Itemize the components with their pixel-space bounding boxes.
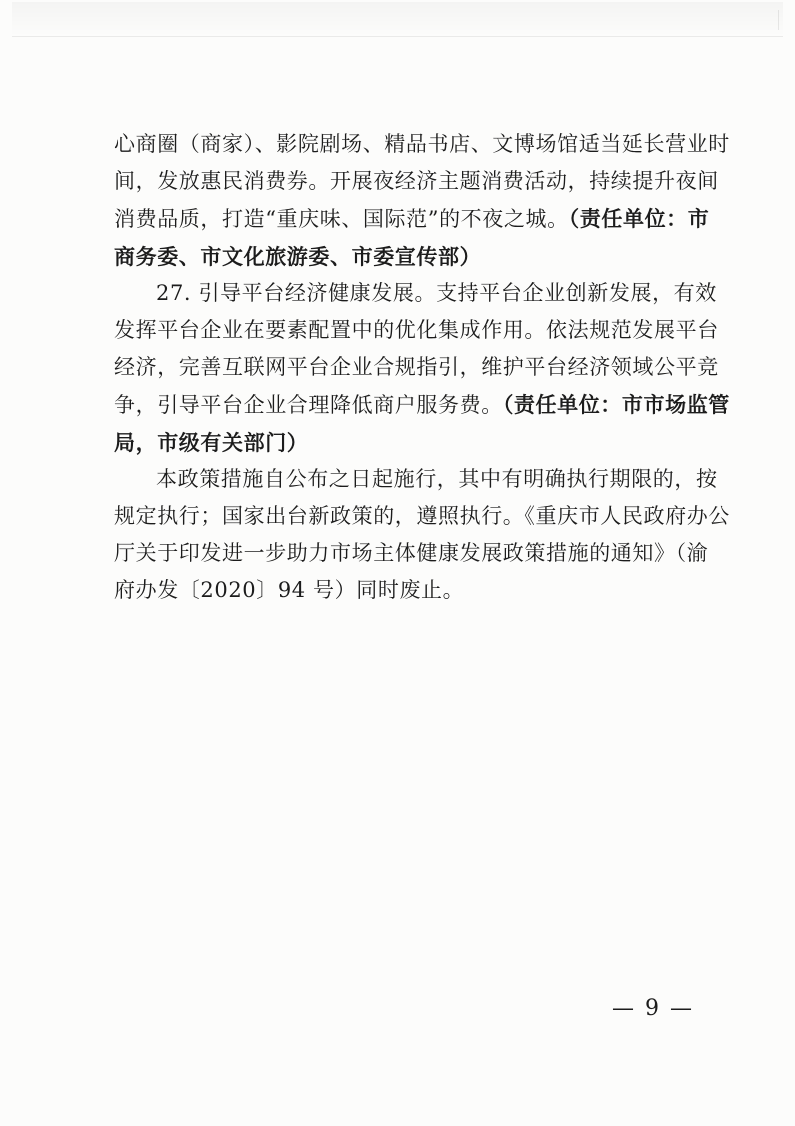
item-27-paragraph — [114, 275, 730, 461]
body-text — [114, 126, 730, 609]
text-line: 规定执行；国家出台新政策的，遵照执行。《重庆市人民政府办公 — [114, 503, 730, 528]
responsible-units-text: 商务委、市文化旅游委、市委宣传部） — [114, 243, 482, 269]
text-line — [114, 386, 730, 423]
text-line: 经济，完善互联网平台企业合规指引，维护平台经济领域公平竞 — [114, 355, 719, 380]
scan-shadow-top — [12, 2, 783, 37]
text-line: 厅关于印发进一步助力市场主体健康发展政策措施的通知》（渝 — [114, 541, 709, 566]
responsible-units-label: （责任单位：市市场监管 — [502, 392, 730, 418]
text-line: 发挥平台企业在要素配置中的优化集成作用。依法规范发展平台 — [114, 317, 719, 342]
item-heading-line: 27. 引导平台经济健康发展。支持平台企业创新发展，有效 — [156, 280, 717, 305]
text-line: 府办发〔2020〕94 号）同时废止。 — [114, 578, 465, 603]
text-line: 间，发放惠民消费券。开展夜经济主题消费活动，持续提升夜间 — [114, 169, 719, 194]
responsible-units-text: 局，市级有关部门） — [114, 429, 309, 455]
text-line: 本政策措施自公布之日起施行，其中有明确执行期限的，按 — [156, 466, 718, 491]
scan-mark-right — [778, 10, 785, 30]
closing-paragraph — [114, 461, 730, 610]
paragraph-continued — [114, 126, 730, 275]
line-text: 争，引导平台企业合理降低商户服务费。 — [114, 393, 503, 418]
page-number: — 9 — — [612, 996, 694, 1021]
text-line: 心商圈（商家）、影院剧场、精品书店、文博场馆适当延长营业时 — [114, 132, 730, 156]
line-text: 消费品质，打造“重庆味、国际范”的不夜之城。 — [114, 207, 569, 232]
responsible-units-label: （责任单位：市 — [568, 206, 710, 232]
text-line — [114, 200, 710, 237]
